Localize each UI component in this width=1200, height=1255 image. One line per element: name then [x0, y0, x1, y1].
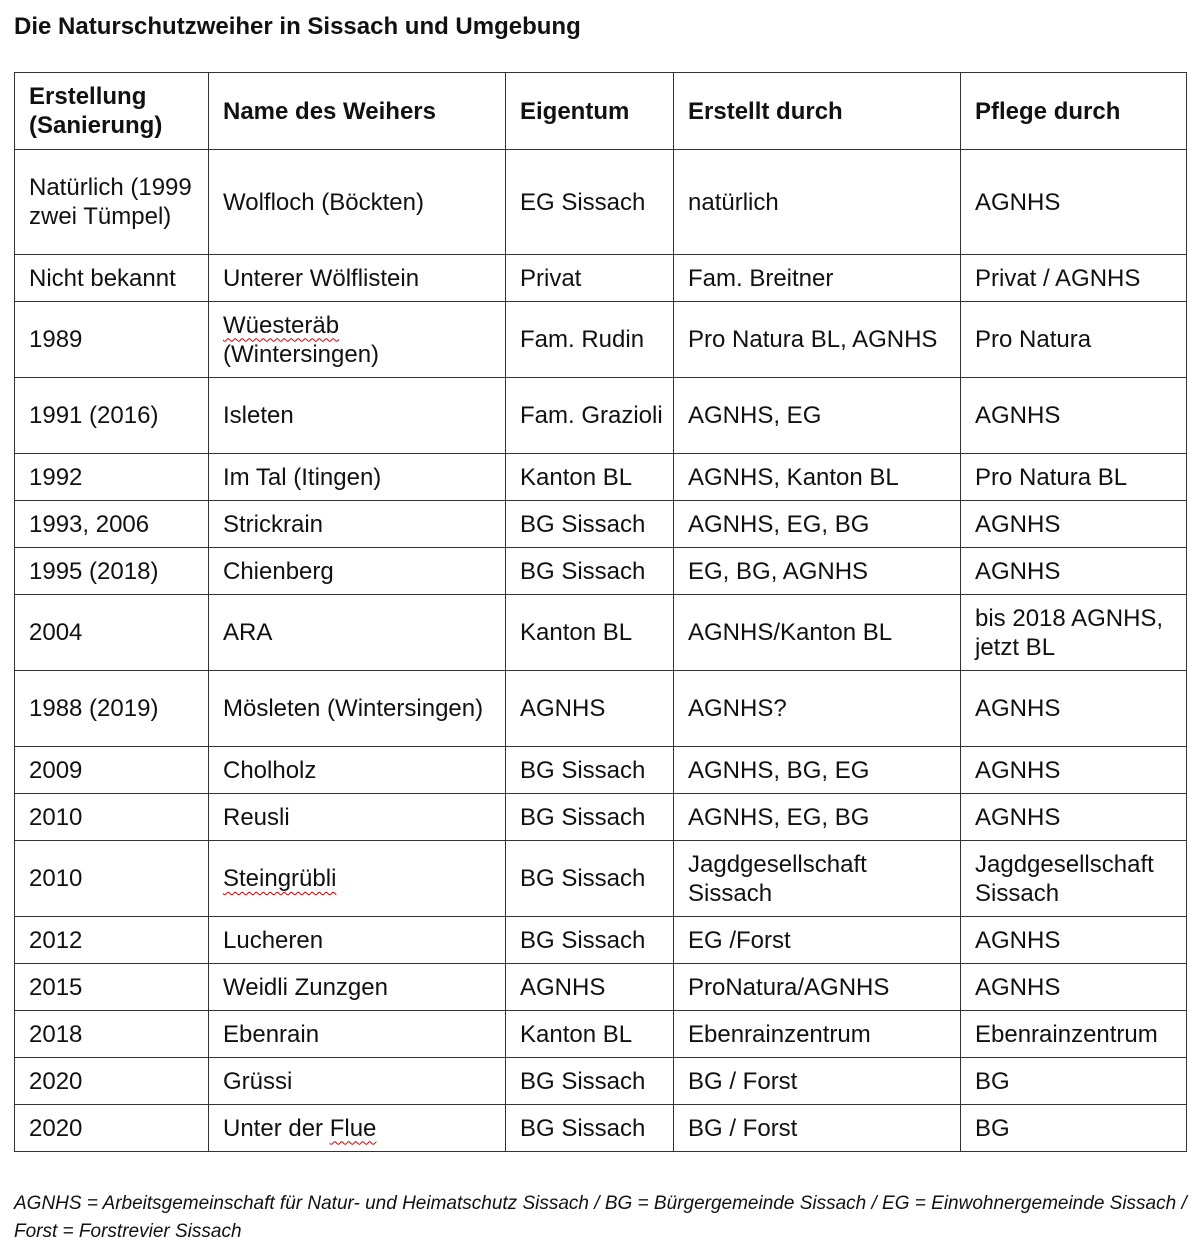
cell-name: Wüesteräb (Wintersingen): [209, 302, 506, 378]
cell-pflege: BG: [961, 1105, 1187, 1152]
cell-pflege: AGNHS: [961, 378, 1187, 454]
cell-name: Strickrain: [209, 501, 506, 548]
cell-name: Chienberg: [209, 548, 506, 595]
table-row: [15, 595, 1187, 671]
table-row: [15, 150, 1187, 255]
cell-name: Wolfloch (Böckten): [209, 150, 506, 255]
cell-eigentum: BG Sissach: [506, 917, 674, 964]
cell-erstellung: 1989: [15, 302, 209, 378]
cell-pflege: AGNHS: [961, 671, 1187, 747]
cell-eigentum: Fam. Rudin: [506, 302, 674, 378]
cell-pflege: AGNHS: [961, 548, 1187, 595]
table-row: [15, 1058, 1187, 1105]
cell-erstellung: 1992: [15, 454, 209, 501]
cell-eigentum: BG Sissach: [506, 548, 674, 595]
cell-erstellt-durch: EG /Forst: [674, 917, 961, 964]
cell-erstellung: 1991 (2016): [15, 378, 209, 454]
cell-eigentum: BG Sissach: [506, 841, 674, 917]
cell-erstellt-durch: Jagdgesellschaft Sissach: [674, 841, 961, 917]
table-row: [15, 964, 1187, 1011]
cell-erstellt-durch: natürlich: [674, 150, 961, 255]
table-row: [15, 671, 1187, 747]
cell-erstellt-durch: AGNHS, EG, BG: [674, 501, 961, 548]
cell-erstellung: 2009: [15, 747, 209, 794]
cell-pflege: Jagdgesellschaft Sissach: [961, 841, 1187, 917]
table-row: [15, 1011, 1187, 1058]
cell-erstellung: 2010: [15, 841, 209, 917]
header-erstellt-durch: Erstellt durch: [674, 73, 961, 150]
cell-pflege: BG: [961, 1058, 1187, 1105]
cell-erstellung: Nicht bekannt: [15, 255, 209, 302]
cell-erstellung: 2015: [15, 964, 209, 1011]
cell-eigentum: Kanton BL: [506, 454, 674, 501]
cell-name: Im Tal (Itingen): [209, 454, 506, 501]
cell-eigentum: Fam. Grazioli: [506, 378, 674, 454]
cell-eigentum: Kanton BL: [506, 1011, 674, 1058]
cell-eigentum: EG Sissach: [506, 150, 674, 255]
table-row: [15, 501, 1187, 548]
table-row: [15, 1105, 1187, 1152]
cell-erstellung: 1988 (2019): [15, 671, 209, 747]
cell-pflege: Pro Natura BL: [961, 454, 1187, 501]
cell-erstellt-durch: Ebenrainzentrum: [674, 1011, 961, 1058]
cell-erstellt-durch: AGNHS, BG, EG: [674, 747, 961, 794]
cell-erstellung: Natürlich (1999 zwei Tümpel): [15, 150, 209, 255]
cell-erstellung: 2012: [15, 917, 209, 964]
page-title: Die Naturschutzweiher in Sissach und Umgebung: [14, 13, 581, 40]
header-erstellung: Erstellung (Sanierung): [15, 73, 209, 150]
cell-name: Unterer Wölflistein: [209, 255, 506, 302]
cell-erstellt-durch: BG / Forst: [674, 1105, 961, 1152]
cell-erstellung: 1995 (2018): [15, 548, 209, 595]
table-row: [15, 747, 1187, 794]
cell-name: ARA: [209, 595, 506, 671]
cell-eigentum: BG Sissach: [506, 1058, 674, 1105]
cell-name: Mösleten (Wintersingen): [209, 671, 506, 747]
cell-erstellung: 2018: [15, 1011, 209, 1058]
table-row: [15, 794, 1187, 841]
cell-name: Grüssi: [209, 1058, 506, 1105]
cell-erstellt-durch: BG / Forst: [674, 1058, 961, 1105]
cell-eigentum: BG Sissach: [506, 747, 674, 794]
cell-name: Ebenrain: [209, 1011, 506, 1058]
cell-erstellt-durch: Fam. Breitner: [674, 255, 961, 302]
cell-pflege: AGNHS: [961, 964, 1187, 1011]
cell-erstellung: 2010: [15, 794, 209, 841]
cell-eigentum: BG Sissach: [506, 501, 674, 548]
cell-erstellung: 1993, 2006: [15, 501, 209, 548]
cell-name: Weidli Zunzgen: [209, 964, 506, 1011]
cell-eigentum: Privat: [506, 255, 674, 302]
pond-table-container: [14, 72, 1187, 1152]
cell-erstellt-durch: Pro Natura BL, AGNHS: [674, 302, 961, 378]
cell-name: Cholholz: [209, 747, 506, 794]
cell-name: Lucheren: [209, 917, 506, 964]
cell-pflege: bis 2018 AGNHS, jetzt BL: [961, 595, 1187, 671]
cell-erstellt-durch: AGNHS?: [674, 671, 961, 747]
table-row: [15, 255, 1187, 302]
cell-eigentum: Kanton BL: [506, 595, 674, 671]
cell-erstellung: 2020: [15, 1058, 209, 1105]
cell-name: Unter der Flue: [209, 1105, 506, 1152]
cell-erstellung: 2004: [15, 595, 209, 671]
table-header-row: [15, 73, 1187, 150]
table-row: [15, 917, 1187, 964]
cell-pflege: Pro Natura: [961, 302, 1187, 378]
cell-erstellt-durch: AGNHS/Kanton BL: [674, 595, 961, 671]
cell-pflege: Ebenrainzentrum: [961, 1011, 1187, 1058]
cell-eigentum: AGNHS: [506, 964, 674, 1011]
cell-eigentum: BG Sissach: [506, 794, 674, 841]
cell-erstellt-durch: AGNHS, Kanton BL: [674, 454, 961, 501]
cell-erstellt-durch: EG, BG, AGNHS: [674, 548, 961, 595]
cell-erstellt-durch: AGNHS, EG, BG: [674, 794, 961, 841]
header-eigentum: Eigentum: [506, 73, 674, 150]
cell-eigentum: AGNHS: [506, 671, 674, 747]
table-row: [15, 454, 1187, 501]
cell-name: Isleten: [209, 378, 506, 454]
table-row: [15, 378, 1187, 454]
pond-table: [14, 72, 1187, 1152]
cell-pflege: AGNHS: [961, 747, 1187, 794]
cell-pflege: Privat / AGNHS: [961, 255, 1187, 302]
cell-pflege: AGNHS: [961, 917, 1187, 964]
cell-pflege: AGNHS: [961, 501, 1187, 548]
cell-name: Steingrübli: [209, 841, 506, 917]
header-pflege-durch: Pflege durch: [961, 73, 1187, 150]
table-row: [15, 302, 1187, 378]
cell-name: Reusli: [209, 794, 506, 841]
cell-erstellt-durch: AGNHS, EG: [674, 378, 961, 454]
cell-erstellung: 2020: [15, 1105, 209, 1152]
cell-pflege: AGNHS: [961, 794, 1187, 841]
header-name: Name des Weihers: [209, 73, 506, 150]
table-row: [15, 841, 1187, 917]
footnote: AGNHS = Arbeitsgemeinschaft für Natur- und Heimatschutz Sissach / BG = Bürgergemeinde Sissach / EG = Einwohnergemeinde Sissach / Forst = Forstrevier Sissach: [14, 1193, 1187, 1242]
cell-erstellt-durch: ProNatura/AGNHS: [674, 964, 961, 1011]
cell-eigentum: BG Sissach: [506, 1105, 674, 1152]
cell-pflege: AGNHS: [961, 150, 1187, 255]
table-row: [15, 548, 1187, 595]
